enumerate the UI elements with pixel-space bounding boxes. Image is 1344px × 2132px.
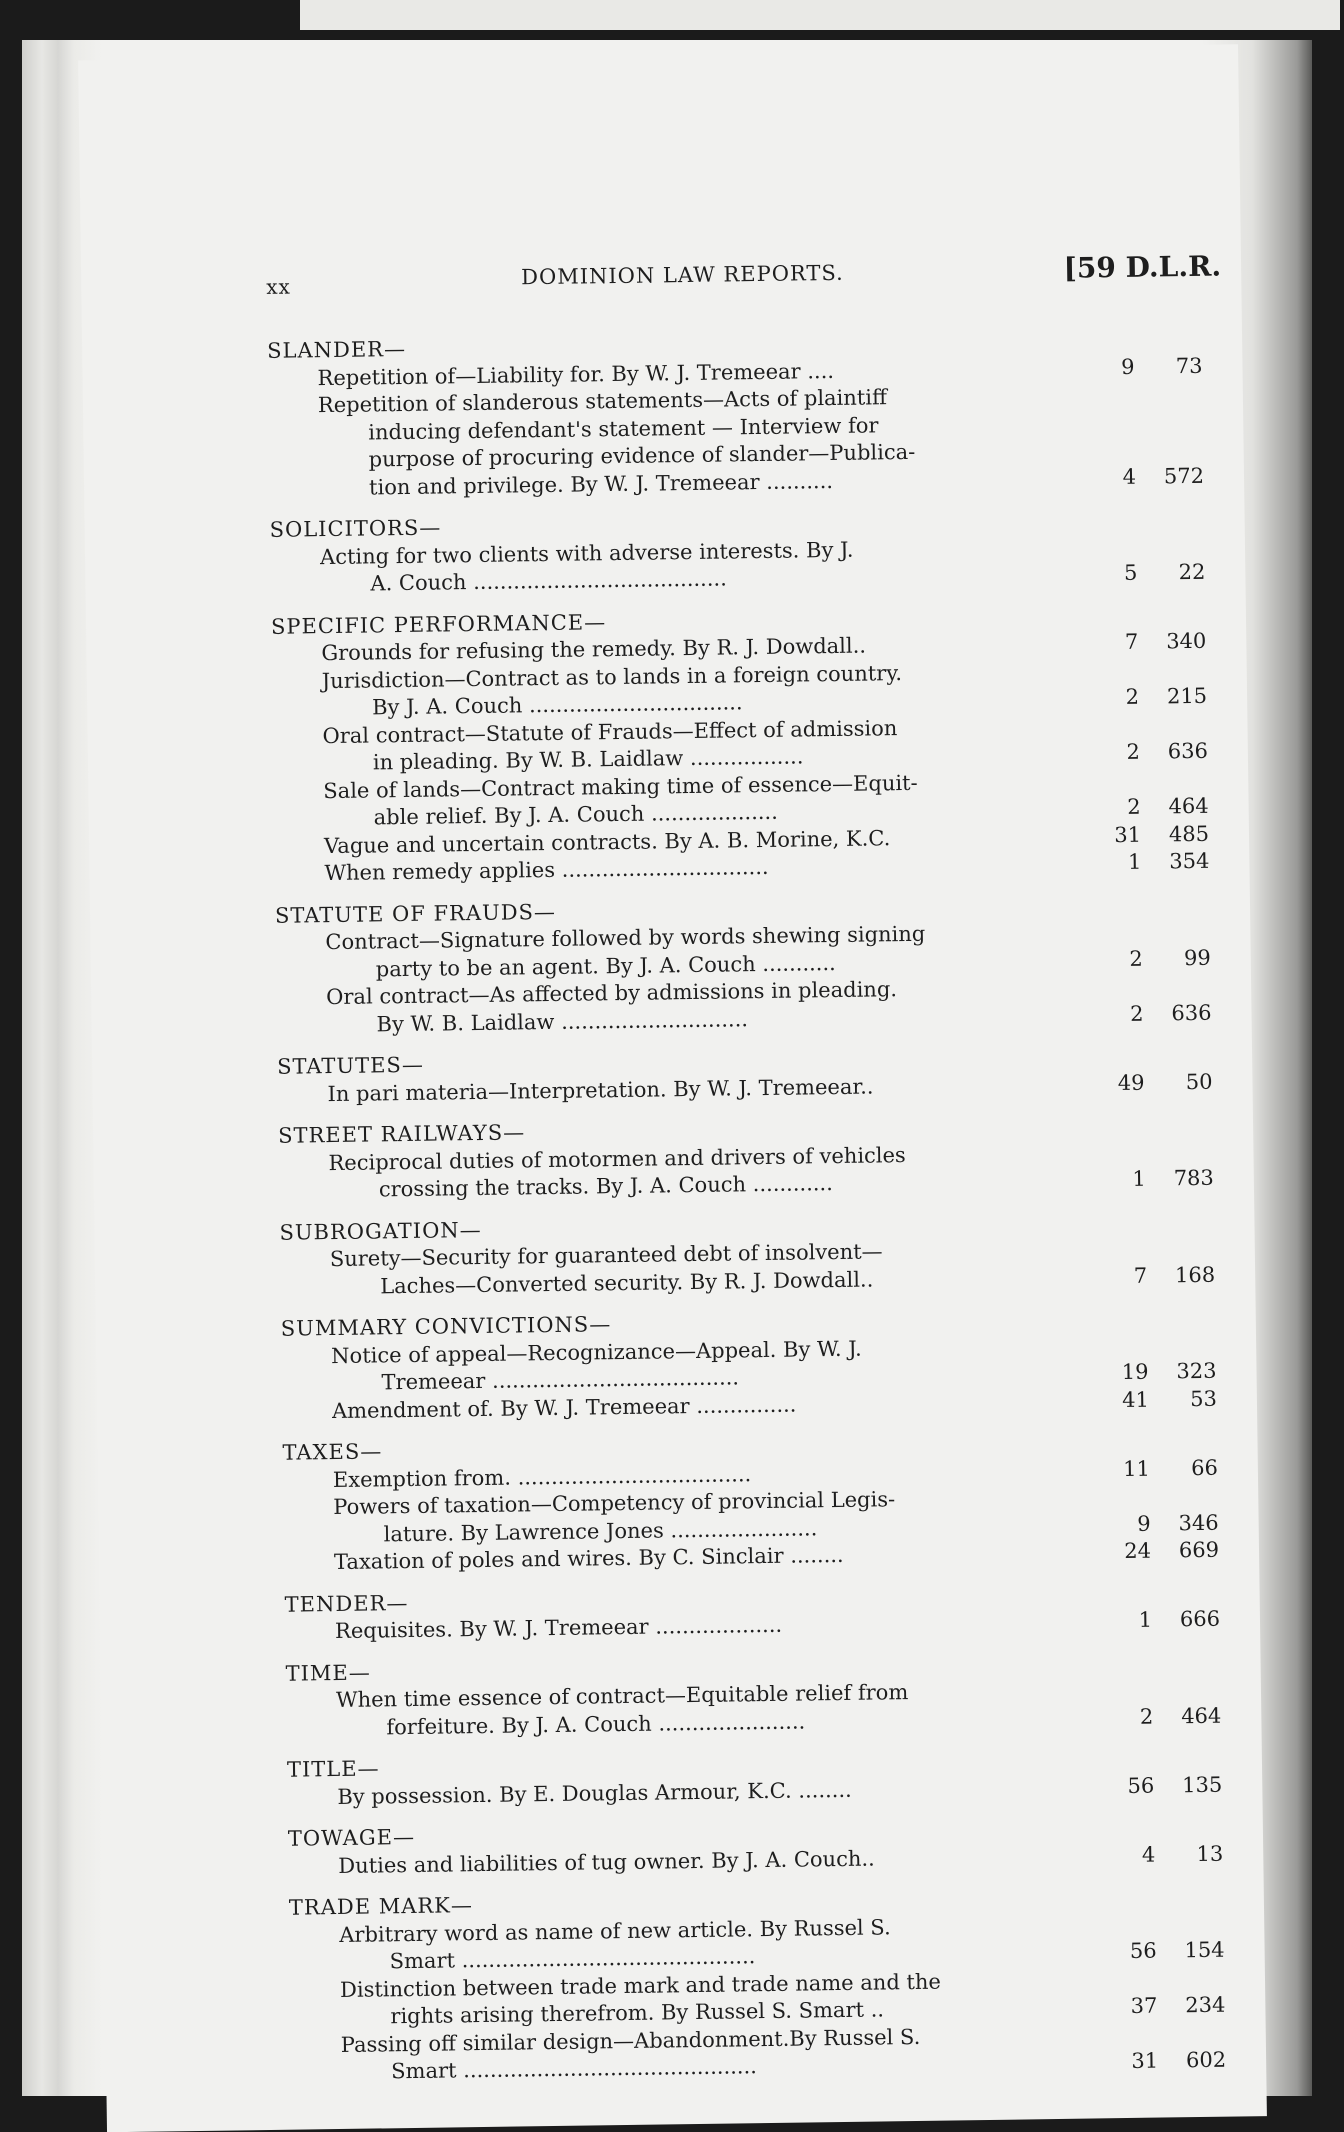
page-number: 636 bbox=[1171, 1000, 1212, 1025]
entry-line: Vague and uncertain contracts. By A. B. Morine, K.C. bbox=[323, 825, 891, 858]
entry-line: Notice of appeal—Recognizance—Appeal. By W. J. bbox=[331, 1336, 862, 1368]
index-section bbox=[269, 504, 1205, 600]
volume-number: 4 bbox=[1122, 464, 1137, 489]
section-heading: TRADE MARK— bbox=[288, 1893, 474, 1920]
entry-line: rights arising therefrom. By Russel S. Smart .. bbox=[390, 1997, 885, 2029]
entry-line: A. Couch ...................................... bbox=[370, 566, 727, 596]
running-title: DOMINION LAW REPORTS. bbox=[520, 260, 844, 290]
index-section bbox=[278, 1110, 1214, 1206]
volume-number: 37 bbox=[1130, 1993, 1158, 2018]
section-heading: STREET RAILWAYS— bbox=[277, 1120, 526, 1148]
page-number: 669 bbox=[1178, 1537, 1220, 1563]
page-number: 572 bbox=[1163, 463, 1205, 488]
entry-line: Reciprocal duties of motormen and drivers of vehicles bbox=[328, 1142, 906, 1175]
entry-line: Contract—Signature followed by words shewing signing bbox=[325, 921, 926, 955]
page-number: 666 bbox=[1179, 1606, 1221, 1632]
index-section bbox=[267, 325, 1204, 503]
volume-number: 7 bbox=[1124, 629, 1139, 654]
entry-line: Tremeear ..................................... bbox=[381, 1365, 740, 1395]
volume-number: 31 bbox=[1131, 2048, 1159, 2073]
entry-line: Smart ............................................ bbox=[391, 2054, 758, 2084]
index-section bbox=[279, 1206, 1215, 1302]
section-heading: TIME— bbox=[285, 1660, 371, 1686]
volume-number: 49 bbox=[1117, 1070, 1145, 1095]
page-header bbox=[266, 250, 1221, 303]
page-number: 340 bbox=[1166, 628, 1207, 654]
entry-line: Amendment of. By W. J. Tremeear ............... bbox=[331, 1392, 797, 1423]
page-number: 323 bbox=[1176, 1358, 1217, 1384]
entry-line: Powers of taxation—Competency of provincial Legis- bbox=[333, 1487, 896, 1520]
entry-line: tion and privilege. By W. J. Tremeear .......... bbox=[368, 468, 834, 499]
page-number: 602 bbox=[1185, 2047, 1227, 2073]
entry-line: Repetition of—Liability for. By W. J. Tremeear .... bbox=[317, 358, 835, 390]
page-number: 215 bbox=[1166, 683, 1208, 709]
page-number: 66 bbox=[1190, 1455, 1219, 1480]
section-heading: STATUTES— bbox=[276, 1052, 425, 1079]
section-heading: SPECIFIC PERFORMANCE— bbox=[270, 609, 607, 639]
index-section bbox=[288, 1813, 1224, 1881]
index-section bbox=[284, 1578, 1220, 1646]
volume-number: 9 bbox=[1137, 1511, 1151, 1536]
page-number: 154 bbox=[1184, 1937, 1225, 1963]
entry-line: Duties and liabilities of tug owner. By J. A. Couch.. bbox=[338, 1846, 875, 1878]
index-section bbox=[281, 1303, 1217, 1426]
entry-line: Taxation of poles and wires. By C. Sinclair ........ bbox=[333, 1542, 844, 1575]
volume-reference: [59 D.L.R. bbox=[1063, 249, 1222, 285]
volume-number: 9 bbox=[1120, 354, 1135, 379]
section-heading: SUBROGATION— bbox=[279, 1217, 482, 1245]
entry-line: inducing defendant's statement — Interview for bbox=[368, 412, 879, 444]
entry-line: Requisites. By W. J. Tremeear ................... bbox=[334, 1612, 783, 1644]
section-heading: SLANDER— bbox=[267, 336, 407, 363]
entry-line: Grounds for refusing the remedy. By R. J. Dowdall.. bbox=[321, 633, 867, 666]
index-section bbox=[287, 1744, 1223, 1812]
page-number: 53 bbox=[1189, 1386, 1218, 1411]
entry-line: When time essence of contract—Equitable relief from bbox=[335, 1680, 909, 1713]
volume-number: 7 bbox=[1133, 1263, 1148, 1288]
index-page bbox=[78, 44, 1267, 2132]
page-number: 168 bbox=[1174, 1262, 1216, 1287]
volume-number: 2 bbox=[1125, 684, 1140, 709]
volume-number: 24 bbox=[1124, 1538, 1152, 1564]
page-number: 346 bbox=[1178, 1510, 1219, 1535]
page-number: 99 bbox=[1183, 945, 1211, 970]
page-number: 636 bbox=[1167, 738, 1209, 764]
entry-line: Arbitrary word as name of new article. By Russel S. bbox=[339, 1914, 891, 1947]
entry-line: Oral contract—As affected by admissions in pleading. bbox=[326, 977, 898, 1010]
entry-line: in pleading. By W. B. Laidlaw ................. bbox=[372, 744, 804, 775]
entry-line: party to be an agent. By J. A. Couch ........... bbox=[375, 950, 836, 981]
page-number: 354 bbox=[1169, 848, 1210, 874]
volume-number: 4 bbox=[1141, 1842, 1156, 1867]
volume-number: 19 bbox=[1121, 1359, 1149, 1385]
index-entry bbox=[276, 972, 1212, 1040]
volume-number: 2 bbox=[1139, 1704, 1154, 1729]
entry-line: By W. B. Laidlaw ............................ bbox=[376, 1006, 749, 1036]
entry-line: purpose of procuring evidence of slander—Publica- bbox=[368, 439, 916, 472]
entry-line: Passing off similar design—Abandonment.By Russel S. bbox=[340, 2024, 921, 2057]
entry-line: Distinction between trade mark and trade name and the bbox=[339, 1969, 942, 2002]
entry-line: Oral contract—Statute of Frauds—Effect of admission bbox=[322, 715, 898, 748]
volume-number: 56 bbox=[1129, 1938, 1157, 1963]
volume-number: 2 bbox=[1127, 794, 1141, 819]
entry-line: Surety—Security for guaranteed debt of insolvent— bbox=[329, 1239, 883, 1272]
book-page-stack bbox=[22, 40, 1312, 2096]
entry-line: Sale of lands—Contract making time of essence—Equit- bbox=[323, 770, 918, 803]
index-section bbox=[289, 1882, 1227, 2088]
section-heading: TOWAGE— bbox=[287, 1824, 416, 1851]
volume-number: 1 bbox=[1127, 849, 1142, 874]
entry-line: By possession. By E. Douglas Armour, K.C. ........ bbox=[337, 1777, 852, 1809]
entry-line: By J. A. Couch ................................ bbox=[371, 690, 743, 720]
page-number: 234 bbox=[1185, 1992, 1226, 2018]
index-entry bbox=[286, 1675, 1222, 1743]
section-heading: SOLICITORS— bbox=[269, 515, 442, 542]
volume-number: 1 bbox=[1132, 1166, 1146, 1191]
volume-number: 2 bbox=[1126, 739, 1141, 764]
section-heading: STATUTE OF FRAUDS— bbox=[274, 899, 557, 928]
page-number: 464 bbox=[1168, 793, 1209, 819]
index-section bbox=[271, 600, 1210, 888]
entry-line: Exemption from. ................................... bbox=[332, 1461, 752, 1492]
index-entry bbox=[280, 1234, 1216, 1302]
index-section bbox=[282, 1427, 1219, 1578]
entry-line: Laches—Converted security. By R. J. Dowdall.. bbox=[380, 1266, 874, 1298]
volume-number: 2 bbox=[1129, 946, 1143, 971]
volume-number: 56 bbox=[1127, 1773, 1155, 1798]
entry-line: Acting for two clients with adverse interests. By J. bbox=[319, 537, 854, 569]
page-folio: xx bbox=[266, 274, 292, 299]
page-number: 783 bbox=[1173, 1165, 1214, 1191]
back-page-edge bbox=[300, 0, 1340, 30]
entry-line: Jurisdiction—Contract as to lands in a foreign country. bbox=[321, 660, 903, 693]
index-entry bbox=[268, 380, 1204, 503]
entry-line: able relief. By J. A. Couch ................... bbox=[373, 799, 778, 830]
page-number: 464 bbox=[1181, 1703, 1222, 1728]
section-heading: TENDER— bbox=[284, 1590, 409, 1617]
page-number: 13 bbox=[1196, 1841, 1224, 1866]
page-number: 73 bbox=[1175, 353, 1203, 378]
volume-number: 31 bbox=[1114, 822, 1142, 847]
section-heading: TITLE— bbox=[286, 1756, 380, 1782]
index-section bbox=[277, 1041, 1213, 1109]
entry-line: In pari materia—Interpretation. By W. J. Tremeear.. bbox=[327, 1073, 874, 1106]
index-section bbox=[285, 1647, 1221, 1743]
index-section bbox=[275, 889, 1212, 1040]
entry-line: lature. By Lawrence Jones ...................... bbox=[383, 1515, 818, 1546]
volume-number: 41 bbox=[1121, 1387, 1150, 1412]
entry-line: When remedy applies ............................... bbox=[324, 854, 769, 886]
page-number: 135 bbox=[1182, 1772, 1223, 1797]
index-content bbox=[267, 325, 1227, 2101]
volume-number: 2 bbox=[1129, 1001, 1144, 1026]
entry-line: crossing the tracks. By J. A. Couch ............ bbox=[378, 1171, 833, 1202]
entry-line: Repetition of slanderous statements—Acts of plaintiff bbox=[317, 385, 888, 418]
page-number: 485 bbox=[1168, 821, 1210, 846]
volume-number: 11 bbox=[1122, 1456, 1151, 1481]
page-number: 22 bbox=[1178, 559, 1206, 585]
entry-line: Smart ............................................ bbox=[389, 1944, 756, 1974]
section-heading: SUMMARY CONVICTIONS— bbox=[280, 1312, 612, 1341]
volume-number: 5 bbox=[1123, 560, 1138, 585]
index-entry bbox=[278, 1137, 1214, 1205]
volume-number: 1 bbox=[1138, 1607, 1153, 1632]
entry-line: forfeiture. By J. A. Couch ...................... bbox=[386, 1708, 806, 1739]
index-entry bbox=[291, 2019, 1227, 2087]
section-heading: TAXES— bbox=[282, 1439, 383, 1465]
page-number: 50 bbox=[1185, 1069, 1213, 1094]
index-entry bbox=[270, 531, 1206, 599]
